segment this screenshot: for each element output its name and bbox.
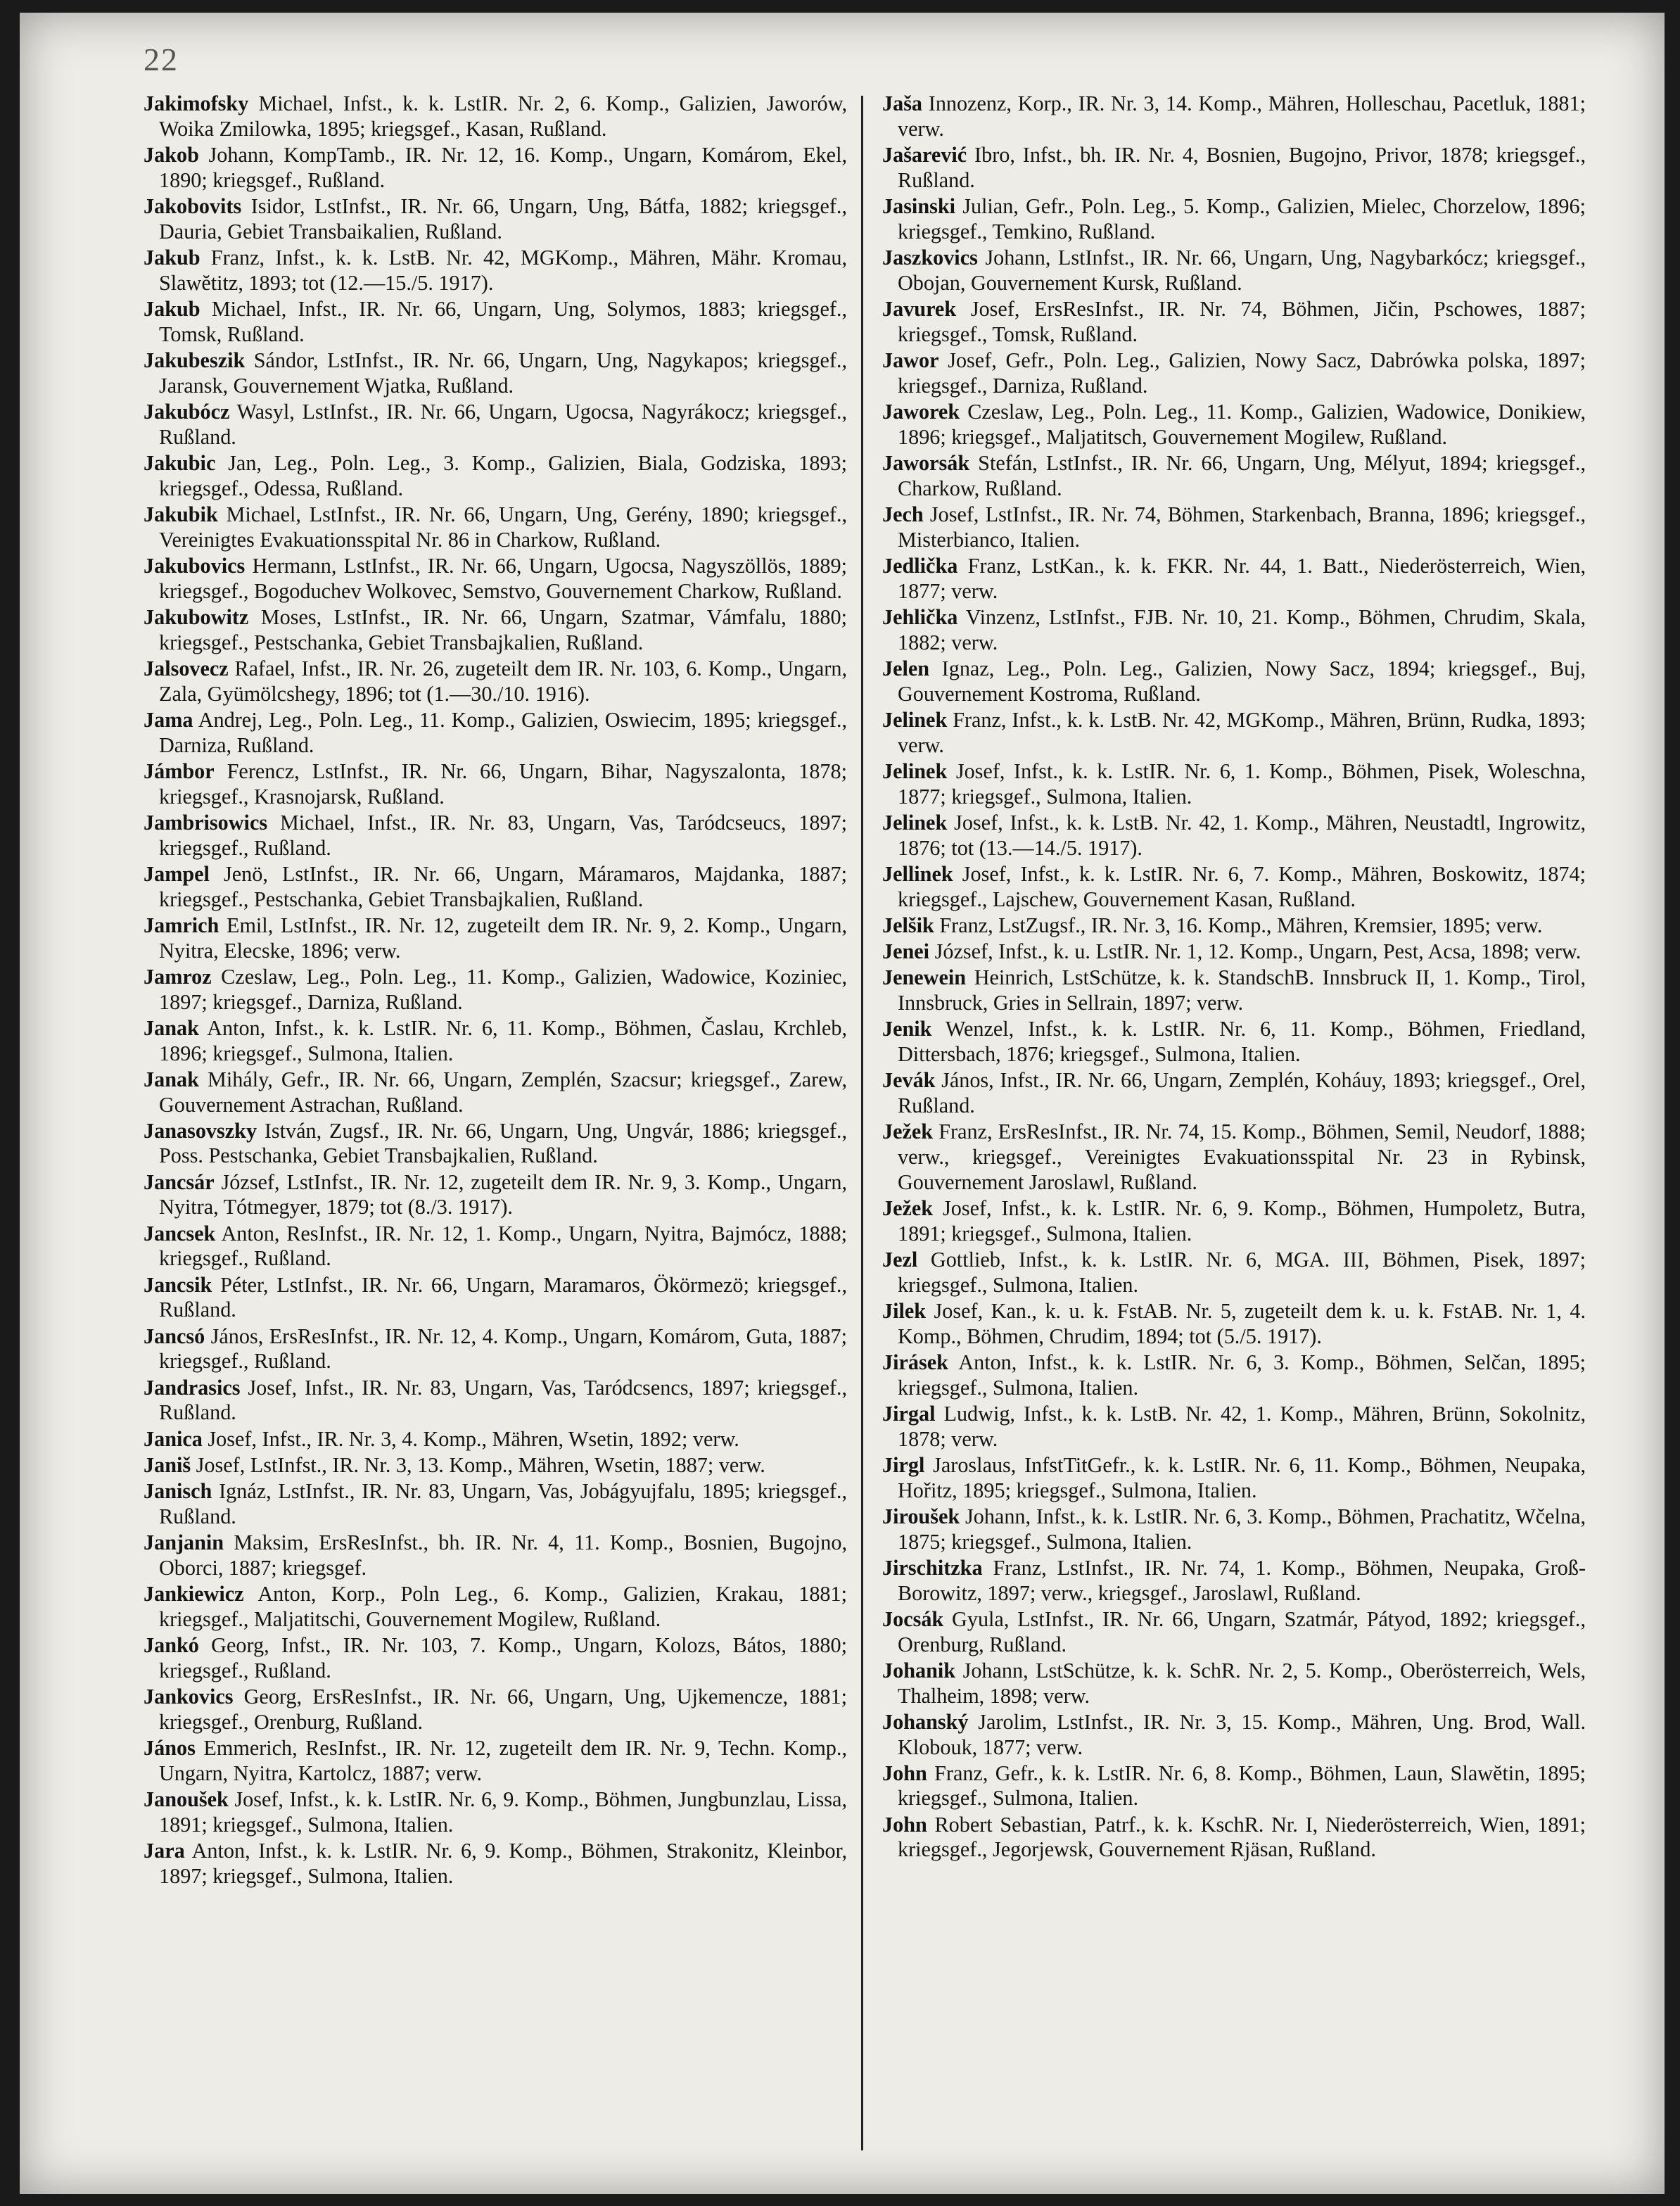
entry-details: József, Infst., k. u. LstIR. Nr. 1, 12. Komp., Ungarn, Pest, Acsa, 1898; verw. <box>929 939 1582 963</box>
register-entry <box>882 1120 1586 1195</box>
entry-surname: Johanik <box>882 1658 956 1682</box>
entry-details: Johann, KompTamb., IR. Nr. 12, 16. Komp., Ungarn, Komárom, Ekel, 1890; kriegsgef., Rußland. <box>159 142 847 192</box>
entry-surname: Jambrisowics <box>144 810 268 835</box>
entry-surname: Jakubic <box>144 450 216 475</box>
entry-surname: Jámbor <box>144 759 215 783</box>
entry-details: Josef, Infst., k. k. LstIR. Nr. 6, 7. Komp., Mähren, Boskowitz, 1874; kriegsgef., Lajschew, Gouvernement Kasan, Rußland. <box>898 861 1586 911</box>
entry-details: Ibro, Infst., bh. IR. Nr. 4, Bosnien, Bugojno, Privor, 1878; kriegsgef., Rußland. <box>898 142 1586 192</box>
entry-surname: Jilek <box>882 1298 927 1323</box>
register-entry <box>882 297 1586 348</box>
entry-details: Emil, LstInfst., IR. Nr. 12, zugeteilt dem IR. Nr. 9, 2. Komp., Ungarn, Nyitra, Elecske, 1896; verw. <box>159 913 847 963</box>
entry-surname: Jocsák <box>882 1606 944 1631</box>
entry-surname: Jehlička <box>882 604 958 629</box>
register-entry <box>882 451 1586 502</box>
entry-details: Rafael, Infst., IR. Nr. 26, zugeteilt dem IR. Nr. 103, 6. Komp., Ungarn, Zala, Gyümölcshegy, 1896; tot (1.—30./10. 1916). <box>159 656 847 706</box>
entry-details: Isidor, LstInfst., IR. Nr. 66, Ungarn, Ung, Bátfa, 1882; kriegsgef., Dauria, Gebiet Transbaikalien, Rußland. <box>159 194 847 243</box>
entry-details: Anton, Infst., k. k. LstIR. Nr. 6, 3. Komp., Böhmen, Selčan, 1895; kriegsgef., Sulmona, Italien. <box>898 1350 1586 1400</box>
entry-details: Ludwig, Infst., k. k. LstB. Nr. 42, 1. Komp., Mähren, Brünn, Sokolnitz, 1878; verw. <box>898 1401 1586 1451</box>
entry-details: Josef, ErsResInfst., IR. Nr. 74, Böhmen, Jičin, Pschowes, 1887; kriegsgef., Tomsk, Rußland. <box>898 296 1586 346</box>
document-page <box>20 13 1665 2194</box>
register-entry <box>882 708 1586 759</box>
entry-details: Gyula, LstInfst., IR. Nr. 66, Ungarn, Szatmár, Pátyod, 1892; kriegsgef., Orenburg, Rußland. <box>898 1606 1586 1656</box>
entry-details: János, ErsResInfst., IR. Nr. 12, 4. Komp., Ungarn, Komárom, Guta, 1887; kriegsgef., Rußland. <box>159 1324 847 1374</box>
register-entry <box>882 1710 1586 1761</box>
entry-surname: Jakubik <box>144 502 218 526</box>
entry-details: Ignaz, Leg., Poln. Leg., Galizien, Nowy Sacz, 1894; kriegsgef., Buj, Gouvernement Kostroma, Rußland. <box>898 656 1586 706</box>
register-entry <box>144 1324 847 1375</box>
entry-details: Franz, Infst., k. k. LstB. Nr. 42, MGKomp., Mähren, Mähr. Kromau, Slawĕtitz, 1893; tot (12.—15./5. 1917). <box>159 245 847 295</box>
entry-surname: Janisch <box>144 1478 212 1503</box>
entry-surname: Ježek <box>882 1120 934 1144</box>
entry-details: Andrej, Leg., Poln. Leg., 11. Komp., Galizien, Oswiecim, 1895; kriegsgef., Darniza, Rußland. <box>159 707 847 757</box>
register-entry <box>144 862 847 913</box>
entry-surname: Janak <box>144 1015 199 1040</box>
register-entry <box>882 1068 1586 1119</box>
register-entry <box>144 657 847 707</box>
entry-details: Czeslaw, Leg., Poln. Leg., 11. Komp., Galizien, Wadowice, Donikiew, 1896; kriegsgef., Maljatitsch, Gouvernement Mogilew, Rußland. <box>898 399 1586 449</box>
entry-details: Franz, LstInfst., IR. Nr. 74, 1. Komp., Böhmen, Neupaka, Groß-Borowitz, 1897; verw., kriegsgef., Jaroslawl, Rußland. <box>898 1555 1586 1605</box>
entry-surname: Jakobovits <box>144 194 242 218</box>
entry-surname: Jalsovecz <box>144 656 229 680</box>
entry-surname: Jancsek <box>144 1221 216 1245</box>
entry-surname: Jelinek <box>882 759 948 783</box>
right-column <box>882 91 1586 1864</box>
entry-surname: Jakubovics <box>144 553 246 578</box>
entry-surname: Jakimofsky <box>144 91 249 115</box>
register-entry <box>144 1530 847 1581</box>
entry-surname: Jakob <box>144 142 199 167</box>
entry-surname: Jirgl <box>882 1452 925 1477</box>
register-entry <box>144 1633 847 1684</box>
entry-details: Anton, Korp., Poln Leg., 6. Komp., Galizien, Krakau, 1881; kriegsgef., Maljatitschi, Gouvernement Mogilew, Rußland. <box>159 1581 847 1631</box>
entry-surname: Janasovszky <box>144 1118 257 1143</box>
entry-surname: Janak <box>144 1067 199 1091</box>
register-entry <box>882 1607 1586 1658</box>
entry-surname: Janica <box>144 1426 203 1451</box>
register-entry <box>882 91 1586 142</box>
entry-details: Johann, LstInfst., IR. Nr. 66, Ungarn, Ung, Nagybarkócz; kriegsgef., Obojan, Gouvernement Kursk, Rußland. <box>898 245 1586 295</box>
entry-details: Hermann, LstInfst., IR. Nr. 66, Ungarn, Ugocsa, Nagyszöllös, 1889; kriegsgef., Bogoduchev Wolkovec, Semstvo, Gouvernement Charkow, Rußland. <box>159 553 847 603</box>
register-entry <box>144 1067 847 1118</box>
register-entry <box>144 913 847 964</box>
entry-details: Josef, Gefr., Poln. Leg., Galizien, Nowy Sacz, Dabrówka polska, 1897; kriegsgef., Darniza, Rußland. <box>898 348 1586 398</box>
register-entry <box>144 1839 847 1889</box>
entry-details: Michael, LstInfst., IR. Nr. 66, Ungarn, Ung, Gerény, 1890; kriegsgef., Vereinigtes Evakuationsspital Nr. 86 in Charkow, Rußland. <box>159 502 847 552</box>
entry-details: Josef, LstInfst., IR. Nr. 74, Böhmen, Starkenbach, Branna, 1896; kriegsgef., Misterbianco, Italien. <box>898 502 1586 552</box>
register-entry <box>882 811 1586 861</box>
entry-surname: János <box>144 1735 196 1760</box>
entry-surname: Jakubócz <box>144 399 230 424</box>
entry-details: Stefán, LstInfst., IR. Nr. 66, Ungarn, Ung, Mélyut, 1894; kriegsgef., Charkow, Rußland. <box>898 450 1586 500</box>
register-entry <box>882 348 1586 399</box>
register-entry <box>144 708 847 759</box>
entry-details: Wenzel, Infst., k. k. LstIR. Nr. 6, 11. Komp., Böhmen, Friedland, Dittersbach, 1876; kriegsgef., Sulmona, Italien. <box>898 1017 1586 1066</box>
entry-surname: Jezl <box>882 1247 918 1272</box>
register-entry <box>144 1427 847 1452</box>
entry-details: Jaroslaus, InfstTitGefr., k. k. LstIR. Nr. 6, 11. Komp., Böhmen, Neupaka, Hořitz, 1895; kriegsgef., Sulmona, Italien. <box>898 1452 1586 1502</box>
entry-details: Sándor, LstInfst., IR. Nr. 66, Ungarn, Ung, Nagykapos; kriegsgef., Jaransk, Gouvernement Wjatka, Rußland. <box>159 348 847 398</box>
entry-details: Jan, Leg., Poln. Leg., 3. Komp., Galizien, Biala, Godziska, 1893; kriegsgef., Odessa, Rußland. <box>159 450 847 500</box>
entry-details: Franz, Infst., k. k. LstB. Nr. 42, MGKomp., Mähren, Brünn, Rudka, 1893; verw. <box>898 707 1586 757</box>
register-entry <box>882 194 1586 245</box>
entry-surname: Jašarević <box>882 142 967 167</box>
register-entry <box>144 1582 847 1633</box>
entry-surname: Jancsó <box>144 1324 205 1348</box>
register-entry <box>882 143 1586 194</box>
register-entry <box>144 1170 847 1221</box>
entry-details: Jenö, LstInfst., IR. Nr. 66, Ungarn, Máramaros, Majdanka, 1887; kriegsgef., Pestschanka, Gebiet Transbajkalien, Rußland. <box>159 861 847 911</box>
register-entry <box>144 194 847 245</box>
entry-details: Michael, Infst., IR. Nr. 83, Ungarn, Vas, Taródcseucs, 1897; kriegsgef., Rußland. <box>159 810 847 860</box>
register-entry <box>882 862 1586 913</box>
entry-surname: Jelinek <box>882 707 948 732</box>
entry-details: Wasyl, LstInfst., IR. Nr. 66, Ungarn, Ugocsa, Nagyrákocz; kriegsgef., Rußland. <box>159 399 847 449</box>
register-entry <box>144 1736 847 1787</box>
entry-surname: Jamrich <box>144 913 219 937</box>
entry-details: Johann, LstSchütze, k. k. SchR. Nr. 2, 5. Komp., Oberösterreich, Wels, Thalheim, 1898; verw. <box>898 1658 1586 1708</box>
register-entry <box>882 657 1586 707</box>
register-entry <box>144 1453 847 1478</box>
entry-details: Vinzenz, LstInfst., FJB. Nr. 10, 21. Komp., Böhmen, Chrudim, Skala, 1882; verw. <box>898 604 1586 654</box>
entry-details: Emmerich, ResInfst., IR. Nr. 12, zugeteilt dem IR. Nr. 9, Techn. Komp., Ungarn, Nyitra, Kartolcz, 1887; verw. <box>159 1735 847 1785</box>
entry-surname: Jelinek <box>882 810 948 835</box>
entry-surname: John <box>882 1812 927 1837</box>
entry-surname: Janjanin <box>144 1530 224 1554</box>
register-entry <box>882 965 1586 1016</box>
entry-details: Franz, LstKan., k. k. FKR. Nr. 44, 1. Batt., Niederösterreich, Wien, 1877; verw. <box>898 553 1586 603</box>
entry-details: Moses, LstInfst., IR. Nr. 66, Ungarn, Szatmar, Vámfalu, 1880; kriegsgef., Pestschanka, Gebiet Transbajkalien, Rußland. <box>159 604 847 654</box>
register-entry <box>144 1222 847 1272</box>
page-number: 22 <box>144 42 179 77</box>
register-entry <box>144 1376 847 1426</box>
register-entry <box>882 1350 1586 1401</box>
entry-surname: Jevák <box>882 1068 936 1093</box>
entry-surname: Ježek <box>882 1196 934 1220</box>
entry-details: Heinrich, LstSchütze, k. k. StandschB. Innsbruck II, 1. Komp., Tirol, Innsbruck, Gries in Sellrain, 1897; verw. <box>898 965 1586 1015</box>
entry-surname: Jancsár <box>144 1169 215 1194</box>
register-entry <box>144 1119 847 1169</box>
register-entry <box>882 400 1586 450</box>
register-entry <box>144 246 847 296</box>
entry-details: Josef, Infst., k. k. LstIR. Nr. 6, 9. Komp., Böhmen, Jungbunzlau, Lissa, 1891; kriegsgef., Sulmona, Italien. <box>159 1787 847 1837</box>
register-entry <box>144 1016 847 1067</box>
entry-surname: Jiroušek <box>882 1504 960 1528</box>
entry-details: Johann, Infst., k. k. LstIR. Nr. 6, 3. Komp., Böhmen, Prachatitz, Wčelna, 1875; kriegsgef., Sulmona, Italien. <box>898 1504 1586 1554</box>
entry-details: Jarolim, LstInfst., IR. Nr. 3, 15. Komp., Mähren, Ung. Brod, Wall. Klobouk, 1877; verw. <box>898 1709 1586 1759</box>
register-entry <box>882 1248 1586 1298</box>
entry-surname: Jaszkovics <box>882 245 978 270</box>
entry-surname: Jirgal <box>882 1401 936 1426</box>
entry-surname: Jankiewicz <box>144 1581 244 1606</box>
entry-details: Gottlieb, Infst., k. k. LstIR. Nr. 6, MGA. III, Böhmen, Pisek, 1897; kriegsgef., Sulmona, Italien. <box>898 1247 1586 1297</box>
entry-details: Julian, Gefr., Poln. Leg., 5. Komp., Galizien, Mielec, Chorzelow, 1896; kriegsgef., Temkino, Rußland. <box>898 194 1586 243</box>
entry-surname: Jenik <box>882 1017 932 1041</box>
entry-details: Franz, Gefr., k. k. LstIR. Nr. 6, 8. Komp., Böhmen, Laun, Slawĕtin, 1895; kriegsgef., Sulmona, Italien. <box>898 1761 1586 1811</box>
register-entry <box>882 605 1586 656</box>
entry-surname: Jankó <box>144 1633 199 1657</box>
register-entry <box>882 1196 1586 1247</box>
register-entry <box>144 759 847 810</box>
entry-surname: Jaworsák <box>882 450 970 475</box>
entry-surname: Johanský <box>882 1709 969 1734</box>
entry-details: Robert Sebastian, Patrf., k. k. KschR. Nr. I, Niederösterreich, Wien, 1891; kriegsgef., Jegorjewsk, Gouvernement Rjäsan, Rußland. <box>898 1812 1586 1862</box>
register-entry <box>144 605 847 656</box>
entry-surname: Jaša <box>882 91 923 115</box>
entry-surname: Janoušek <box>144 1787 229 1811</box>
entry-details: Anton, Infst., k. k. LstIR. Nr. 6, 9. Komp., Böhmen, Strakonitz, Kleinbor, 1897; kriegsgef., Sulmona, Italien. <box>159 1838 847 1888</box>
entry-details: Maksim, ErsResInfst., bh. IR. Nr. 4, 11. Komp., Bosnien, Bugojno, Oborci, 1887; kriegsgef. <box>159 1530 847 1580</box>
register-entry <box>144 400 847 450</box>
entry-details: Josef, Kan., k. u. k. FstAB. Nr. 5, zugeteilt dem k. u. k. FstAB. Nr. 1, 4. Komp., Böhmen, Chrudim, 1894; tot (5./5. 1917). <box>898 1298 1586 1348</box>
entry-surname: Jenei <box>882 939 930 963</box>
register-entry <box>144 502 847 553</box>
entry-surname: Jirschitzka <box>882 1555 983 1580</box>
register-entry <box>144 1787 847 1838</box>
register-entry <box>882 939 1586 965</box>
register-entry <box>882 1659 1586 1709</box>
register-entry <box>144 1479 847 1530</box>
entry-surname: Jawor <box>882 348 939 372</box>
register-entry <box>144 91 847 142</box>
entry-surname: Javurek <box>882 296 957 321</box>
entry-surname: Janiš <box>144 1452 191 1477</box>
register-entry <box>882 1761 1586 1812</box>
entry-surname: Jama <box>144 707 193 732</box>
register-entry <box>144 1685 847 1735</box>
entry-surname: John <box>882 1761 927 1785</box>
register-entry <box>882 759 1586 810</box>
entry-details: Ignáz, LstInfst., IR. Nr. 83, Ungarn, Vas, Jobágyujfalu, 1895; kriegsgef., Rußland. <box>159 1478 847 1528</box>
entry-surname: Jelšik <box>882 913 934 937</box>
entry-details: Georg, ErsResInfst., IR. Nr. 66, Ungarn, Ung, Ujkemencze, 1881; kriegsgef., Orenburg, Rußland. <box>159 1684 847 1734</box>
entry-details: Anton, ResInfst., IR. Nr. 12, 1. Komp., Ungarn, Nyitra, Bajmócz, 1888; kriegsgef., Rußland. <box>159 1221 847 1271</box>
entry-details: Franz, ErsResInfst., IR. Nr. 74, 15. Komp., Böhmen, Semil, Neudorf, 1888; verw., kriegsgef., Vereinigtes Evakuationsspital Nr. 23 in Rybinsk, Gouvernement Jaroslawl, Rußland. <box>898 1120 1586 1194</box>
entry-details: Josef, Infst., k. k. LstB. Nr. 42, 1. Komp., Mähren, Neustadtl, Ingrowitz, 1876; tot (13.—14./5. 1917). <box>898 810 1586 860</box>
entry-details: Michael, Infst., k. k. LstIR. Nr. 2, 6. Komp., Galizien, Jaworów, Woika Zmilowka, 1895; kriegsgef., Kasan, Rußland. <box>159 91 847 141</box>
entry-surname: Jakubowitz <box>144 604 249 629</box>
entry-surname: Jellinek <box>882 861 953 886</box>
entry-surname: Jara <box>144 1838 185 1863</box>
register-entry <box>144 451 847 502</box>
entry-surname: Jenewein <box>882 965 967 990</box>
entry-details: Innozenz, Korp., IR. Nr. 3, 14. Komp., Mähren, Holleschau, Pacetluk, 1881; verw. <box>898 91 1586 141</box>
register-entry <box>144 965 847 1015</box>
entry-details: Josef, Infst., k. k. LstIR. Nr. 6, 1. Komp., Böhmen, Pisek, Woleschna, 1877; kriegsgef., Sulmona, Italien. <box>898 759 1586 809</box>
register-entry <box>144 1273 847 1324</box>
entry-surname: Jampel <box>144 861 210 886</box>
entry-surname: Jakub <box>144 245 201 270</box>
entry-details: Ferencz, LstInfst., IR. Nr. 66, Ungarn, Bihar, Nagyszalonta, 1878; kriegsgef., Krasnojarsk, Rußland. <box>159 759 847 809</box>
entry-details: István, Zugsf., IR. Nr. 66, Ungarn, Ung, Ungvár, 1886; kriegsgef., Poss. Pestschanka, Gebiet Transbajkalien, Rußland. <box>159 1118 847 1168</box>
entry-details: Michael, Infst., IR. Nr. 66, Ungarn, Ung, Solymos, 1883; kriegsgef., Tomsk, Rußland. <box>159 296 847 346</box>
entry-surname: Jelen <box>882 656 930 680</box>
register-entry <box>882 1453 1586 1504</box>
register-entry <box>144 811 847 861</box>
entry-details: Josef, Infst., IR. Nr. 83, Ungarn, Vas, Taródcsencs, 1897; kriegsgef., Rußland. <box>159 1375 847 1425</box>
register-entry <box>144 297 847 348</box>
left-column <box>144 91 847 1890</box>
entry-details: Anton, Infst., k. k. LstIR. Nr. 6, 11. Komp., Böhmen, Časlau, Krchleb, 1896; kriegsgef., Sulmona, Italien. <box>159 1015 847 1065</box>
entry-details: Georg, Infst., IR. Nr. 103, 7. Komp., Ungarn, Kolozs, Bátos, 1880; kriegsgef., Rußland. <box>159 1633 847 1682</box>
register-entry <box>144 348 847 399</box>
register-entry <box>882 1504 1586 1555</box>
register-entry <box>882 1813 1586 1863</box>
entry-details: Josef, LstInfst., IR. Nr. 3, 13. Komp., Mähren, Wsetin, 1887; verw. <box>191 1452 765 1477</box>
register-entry <box>882 502 1586 553</box>
entry-surname: Jasinski <box>882 194 956 218</box>
register-entry <box>882 913 1586 939</box>
register-entry <box>144 143 847 194</box>
entry-details: János, Infst., IR. Nr. 66, Ungarn, Zemplén, Koháuy, 1893; kriegsgef., Orel, Rußland. <box>898 1068 1586 1117</box>
register-entry <box>882 1402 1586 1452</box>
entry-details: Josef, Infst., k. k. LstIR. Nr. 6, 9. Komp., Böhmen, Humpoletz, Butra, 1891; kriegsgef., Sulmona, Italien. <box>898 1196 1586 1245</box>
register-entry <box>882 554 1586 604</box>
entry-surname: Jirásek <box>882 1350 948 1374</box>
entry-surname: Jakub <box>144 296 201 321</box>
register-entry <box>882 1017 1586 1067</box>
entry-surname: Jancsik <box>144 1272 212 1297</box>
entry-details: Josef, Infst., IR. Nr. 3, 4. Komp., Mähren, Wsetin, 1892; verw. <box>202 1426 739 1451</box>
entry-details: Czeslaw, Leg., Poln. Leg., 11. Komp., Galizien, Wadowice, Koziniec, 1897; kriegsgef., Darniza, Rußland. <box>159 964 847 1014</box>
entry-surname: Jedlička <box>882 553 958 578</box>
entry-details: Péter, LstInfst., IR. Nr. 66, Ungarn, Maramaros, Ökörmezö; kriegsgef., Rußland. <box>159 1272 847 1322</box>
register-entry <box>882 1299 1586 1350</box>
register-entry <box>882 1556 1586 1606</box>
entry-surname: Jandrasics <box>144 1375 241 1400</box>
entry-details: József, LstInfst., IR. Nr. 12, zugeteilt dem IR. Nr. 9, 3. Komp., Ungarn, Nyitra, Tótmegyer, 1879; tot (8./3. 1917). <box>159 1169 847 1219</box>
entry-surname: Jankovics <box>144 1684 234 1709</box>
entry-surname: Jakubeszik <box>144 348 246 372</box>
register-entry <box>144 554 847 604</box>
register-entry <box>882 246 1586 296</box>
entry-details: Mihály, Gefr., IR. Nr. 66, Ungarn, Zemplén, Szacsur; kriegsgef., Zarew, Gouvernement Astrachan, Rußland. <box>159 1067 847 1117</box>
entry-surname: Jech <box>882 502 924 526</box>
entry-details: Franz, LstZugsf., IR. Nr. 3, 16. Komp., Mähren, Kremsier, 1895; verw. <box>934 913 1543 937</box>
entry-surname: Jamroz <box>144 964 212 989</box>
column-divider <box>861 96 863 2150</box>
entry-surname: Jaworek <box>882 399 960 424</box>
